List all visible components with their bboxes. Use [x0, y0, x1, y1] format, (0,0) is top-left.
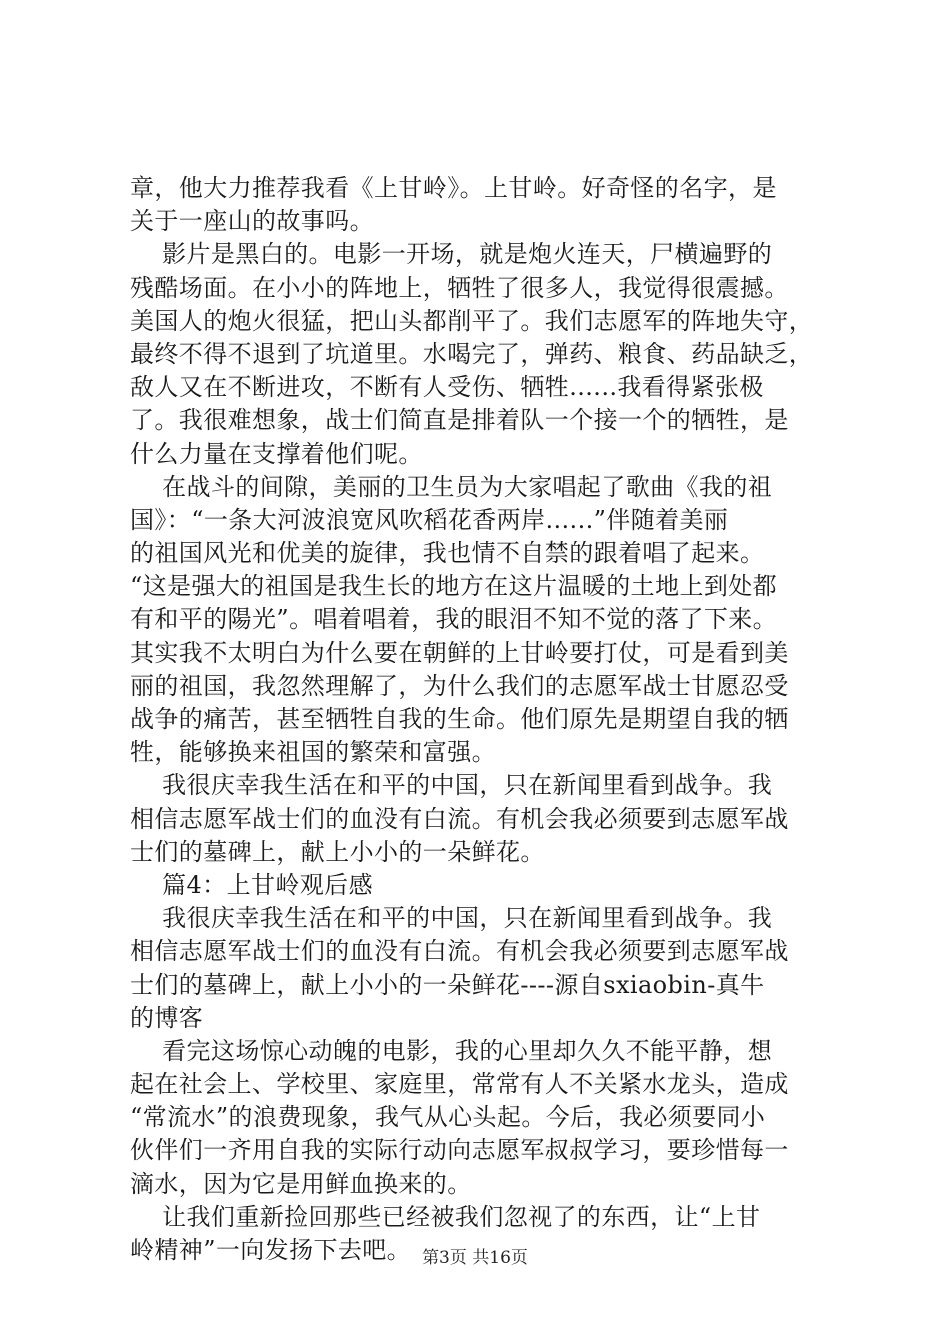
text-line: 相信志愿军战士们的血没有白流。有机会我必须要到志愿军战	[130, 804, 789, 833]
text-line: 岭精神”一向发扬下去吧。	[130, 1236, 412, 1264]
text-line: 敌人又在不断进攻，不断有人受伤、牺牲......我看得紧张极	[130, 373, 764, 402]
text-line: 什么力量在支撑着他们呢。	[130, 439, 423, 468]
text-line: 国》：“一条大河波浪宽风吹稻花香两岸......”伴随着美丽	[130, 505, 729, 534]
text-line: 关于一座山的故事吗。	[130, 207, 374, 236]
text-line: 的博客	[130, 1003, 204, 1032]
text-line: 丽的祖国，我忽然理解了，为什么我们的志愿军战士甘愿忍受	[130, 671, 789, 700]
text-line: “常流水”的浪费现象，我气从心头起。今后，我必须要同小	[130, 1103, 766, 1132]
text-line: 我很庆幸我生活在和平的中国，只在新闻里看到战争。我	[130, 771, 773, 800]
text-line: 起在社会上、学校里、家庭里，常常有人不关紧水龙头，造成	[130, 1070, 789, 1099]
text-line: 战争的痛苦，甚至牺牲自我的生命。他们原先是期望自我的牺	[130, 705, 789, 733]
page-footer: 第3页 共16页	[422, 1248, 528, 1268]
text-line: 相信志愿军战士们的血没有白流。有机会我必须要到志愿军战	[130, 937, 789, 966]
text-line: 有和平的陽光”。唱着唱着，我的眼泪不知不觉的落了下来。	[130, 605, 778, 634]
text-line: “这是强大的祖国是我生长的地方在这片温暖的土地上到处都	[130, 572, 778, 601]
text-line: 章，他大力推荐我看《上甘岭》。上甘岭。好奇怪的名字，是	[130, 174, 777, 202]
text-line: 在战斗的间隙，美丽的卫生员为大家唱起了歌曲《我的祖	[130, 472, 773, 501]
text-line: 篇4：上甘岭观后感	[130, 870, 373, 899]
text-line: 的祖国风光和优美的旋律，我也情不自禁的跟着唱了起来。	[130, 539, 765, 568]
text-line: 让我们重新捡回那些已经被我们忽视了的东西，让“上甘	[130, 1202, 761, 1231]
body-text	[130, 172, 830, 1267]
text-line: 了。我很难想象，战士们简直是排着队一个接一个的牺牲，是	[130, 406, 789, 435]
text-line: 看完这场惊心动魄的电影，我的心里却久久不能平静，想	[130, 1036, 773, 1065]
text-line: 其实我不太明白为什么要在朝鲜的上甘岭要打仗，可是看到美	[130, 638, 789, 667]
text-line: 士们的墓碑上，献上小小的一朵鲜花。	[130, 837, 545, 866]
text-line: 士们的墓碑上，献上小小的一朵鲜花----源自sxiaobin-真牛	[130, 970, 765, 999]
text-line: 伙伴们一齐用自我的实际行动向志愿军叔叔学习，要珍惜每一	[130, 1136, 789, 1165]
text-line: 美国人的炮火很猛，把山头都削平了。我们志愿军的阵地失守，	[130, 306, 814, 335]
text-line: 我很庆幸我生活在和平的中国，只在新闻里看到战争。我	[130, 904, 773, 933]
text-line: 最终不得不退到了坑道里。水喝完了，弹药、粮食、药品缺乏，	[130, 339, 814, 368]
text-line: 牲，能够换来祖国的繁荣和富强。	[130, 738, 496, 767]
text-line: 影片是黑白的。电影一开场，就是炮火连天，尸横遍野的	[130, 240, 773, 269]
text-line: 滴水，因为它是用鲜血换来的。	[130, 1169, 472, 1198]
text-line: 残酷场面。在小小的阵地上，牺牲了很多人，我觉得很震撼。	[130, 273, 789, 302]
